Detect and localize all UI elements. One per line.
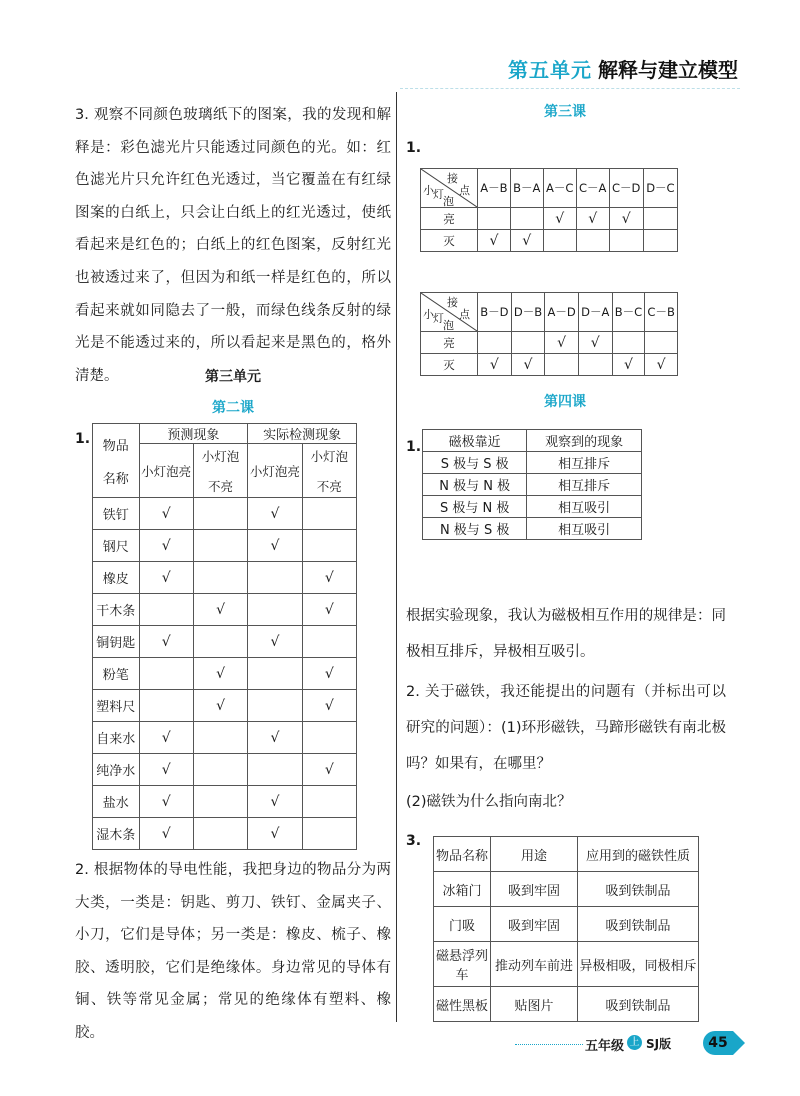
footer-volume-badge: 上 — [627, 1035, 642, 1050]
col-header: 磁极靠近 — [423, 430, 527, 452]
table-cell — [302, 498, 356, 530]
table-cell — [193, 722, 247, 754]
answer-q3-text: 3. 观察不同颜色玻璃纸下的图案，我的发现和解释是：彩色滤光片只能透过同颜色的光。如：红色滤光片只允许红色光透过，当它覆盖在有红绿图案的白纸上，只会让白纸上的红光透过，使纸看起来是红色的；白纸上的红色图案，反射红光也被透过来了，但因为和纸一样是红色的，所以看起来就如同隐去了一般，而绿色线条反射的绿光是不能透过来的，所以看起来是黑色的，格外清楚。 — [75, 107, 391, 384]
circuit-table-b — [420, 292, 678, 376]
col-header-on: 小灯泡亮 — [139, 444, 193, 498]
table-cell: √ — [139, 722, 193, 754]
table-cell — [302, 818, 356, 850]
table-cell: √ — [139, 754, 193, 786]
table-cell: √ — [248, 786, 302, 818]
table-cell: 相互排斥 — [527, 474, 642, 496]
col-header-actual: 实际检测现象 — [248, 424, 357, 444]
table-cell — [510, 208, 543, 230]
table-cell — [248, 594, 302, 626]
table-cell — [578, 354, 612, 376]
table-cell — [543, 230, 576, 252]
header-text: 不亮 — [208, 478, 234, 494]
table-cell — [302, 530, 356, 562]
table-cell: √ — [139, 818, 193, 850]
row-label: 亮 — [421, 208, 478, 230]
header-text: 物品 — [102, 438, 129, 454]
table-cell — [612, 332, 645, 354]
answer-q2-text: 2. 关于磁铁，我还能提出的问题有（并标出可以研究的问题）：(1)环形磁铁，马蹄形磁铁有南北极吗？如果有，在哪里？ — [406, 684, 726, 772]
table-cell — [139, 690, 193, 722]
row-label: 自来水 — [93, 722, 140, 754]
diagonal-header — [421, 169, 478, 208]
col-header: C－B — [645, 293, 678, 332]
table-cell: √ — [139, 786, 193, 818]
row-label: 纯净水 — [93, 754, 140, 786]
row-label: 亮 — [421, 332, 478, 354]
table-cell: 异极相吸，同极相斥 — [578, 942, 699, 987]
table-cell: 贴图片 — [491, 987, 578, 1022]
table-cell — [193, 818, 247, 850]
row-label: 粉笔 — [93, 658, 140, 690]
table-cell: √ — [645, 354, 678, 376]
table-cell — [645, 332, 678, 354]
header-text: 小灯泡 — [201, 448, 240, 464]
header-text: 名称 — [102, 471, 129, 487]
table-cell — [643, 208, 677, 230]
col-header: C－A — [576, 169, 609, 208]
table-cell: 吸到铁制品 — [578, 907, 699, 942]
table-cell — [193, 786, 247, 818]
table-cell — [193, 626, 247, 658]
col-header-off — [302, 444, 356, 498]
col-header: D－C — [643, 169, 677, 208]
diag-label: 泡 — [443, 319, 454, 332]
diag-label: 泡 — [443, 195, 454, 208]
col-header: 物品名称 — [434, 837, 491, 872]
diag-label: 接 — [447, 172, 458, 185]
header-divider — [400, 88, 740, 89]
table-cell: √ — [193, 594, 247, 626]
col-header: 用途 — [491, 837, 578, 872]
row-label: 钢尺 — [93, 530, 140, 562]
magnet-uses-table — [433, 836, 699, 1022]
diag-label: 点 — [459, 184, 470, 197]
lesson-four-title: 第四课 — [544, 394, 586, 410]
table-cell: N 极与 S 极 — [423, 518, 527, 540]
col-header-off — [193, 444, 247, 498]
question-number: 1. — [406, 140, 422, 156]
col-header: B－D — [478, 293, 512, 332]
table-cell: √ — [478, 230, 511, 252]
column-divider — [396, 92, 397, 1022]
table-cell: 相互吸引 — [527, 496, 642, 518]
table-cell — [248, 754, 302, 786]
table-cell: √ — [302, 690, 356, 722]
table-cell: √ — [139, 562, 193, 594]
col-header: B－C — [612, 293, 645, 332]
header-text: 不亮 — [316, 478, 342, 494]
conclusion-text: 根据实验现象，我认为磁极相互作用的规律是：同极相互排斥，异极相互吸引。 — [406, 608, 726, 660]
table-cell: √ — [576, 208, 609, 230]
page-number: 45 — [703, 1031, 733, 1055]
conductivity-table — [92, 423, 357, 850]
table-cell — [576, 230, 609, 252]
col-header-item — [93, 424, 140, 498]
diag-label: 灯 — [433, 188, 444, 201]
table-cell: √ — [545, 332, 579, 354]
unit-three-title: 第三单元 — [205, 369, 261, 385]
table-cell — [478, 208, 511, 230]
col-header: 观察到的现象 — [527, 430, 642, 452]
table-cell — [511, 332, 545, 354]
table-cell: √ — [248, 530, 302, 562]
col-header-on: 小灯泡亮 — [248, 444, 302, 498]
answer-q2-text: 2. 根据物体的导电性能，我把身边的物品分为两大类，一类是：钥匙、剪刀、铁钉、金属夹子、小刀，它们是导体；另一类是：橡皮、梳子、橡胶、透明胶，它们是绝缘体。身边常见的导体有铜、铁等常见金属；常见的绝缘体有塑料、橡胶。 — [75, 862, 391, 1041]
table-cell — [545, 354, 579, 376]
table-cell: 磁悬浮列车 — [434, 942, 491, 987]
table-cell: √ — [248, 626, 302, 658]
table-cell: 冰箱门 — [434, 872, 491, 907]
table-cell: 相互排斥 — [527, 452, 642, 474]
table-cell: √ — [139, 530, 193, 562]
magnet-poles-table — [422, 429, 642, 540]
table-cell: 相互吸引 — [527, 518, 642, 540]
col-header: A－B — [478, 169, 511, 208]
table-cell: S 极与 N 极 — [423, 496, 527, 518]
diag-label: 点 — [459, 308, 470, 321]
table-cell — [193, 754, 247, 786]
table-cell: √ — [511, 354, 545, 376]
table-cell: √ — [478, 354, 512, 376]
table-cell: 门吸 — [434, 907, 491, 942]
col-header: A－C — [543, 169, 576, 208]
table-cell: √ — [139, 626, 193, 658]
col-header: A－D — [545, 293, 579, 332]
table-cell — [193, 498, 247, 530]
answer-q2-sub: (2)磁铁为什么指向南北？ — [406, 794, 572, 810]
table-cell: √ — [302, 754, 356, 786]
table-cell — [643, 230, 677, 252]
table-cell: 吸到牢固 — [491, 907, 578, 942]
table-cell: √ — [510, 230, 543, 252]
footer-grade: 五年级 — [585, 1039, 625, 1054]
diag-label: 小 — [423, 184, 434, 197]
table-cell — [302, 786, 356, 818]
table-cell — [248, 658, 302, 690]
table-cell: √ — [302, 562, 356, 594]
table-cell — [302, 626, 356, 658]
col-header: D－B — [511, 293, 545, 332]
row-label: 盐水 — [93, 786, 140, 818]
page-arrow-icon — [733, 1031, 745, 1055]
table-cell: √ — [139, 498, 193, 530]
question-number: 1. — [406, 439, 422, 455]
header-text: 小灯泡 — [310, 448, 349, 464]
table-cell — [478, 332, 512, 354]
table-cell — [248, 690, 302, 722]
table-cell: √ — [248, 722, 302, 754]
lesson-two-title: 第二课 — [212, 400, 254, 416]
table-cell: √ — [578, 332, 612, 354]
diag-label: 小 — [423, 308, 434, 321]
table-cell — [609, 230, 643, 252]
question-number: 3. — [406, 833, 422, 849]
table-cell: √ — [302, 658, 356, 690]
table-cell: √ — [248, 498, 302, 530]
col-header: C－D — [609, 169, 643, 208]
table-cell: √ — [612, 354, 645, 376]
col-header: 应用到的磁铁性质 — [578, 837, 699, 872]
table-cell: √ — [543, 208, 576, 230]
row-label: 干木条 — [93, 594, 140, 626]
row-label: 铜钥匙 — [93, 626, 140, 658]
table-cell — [139, 594, 193, 626]
table-cell: 吸到铁制品 — [578, 872, 699, 907]
table-cell — [248, 562, 302, 594]
question-number: 1. — [75, 431, 91, 447]
diag-label: 接 — [447, 296, 458, 309]
diagonal-header — [421, 293, 478, 332]
circuit-table-a — [420, 168, 678, 252]
col-header: D－A — [578, 293, 612, 332]
table-cell: 推动列车前进 — [491, 942, 578, 987]
table-cell — [302, 722, 356, 754]
table-cell: √ — [193, 658, 247, 690]
unit-header-title: 解释与建立模型 — [598, 58, 738, 82]
row-label: 塑料尺 — [93, 690, 140, 722]
table-cell: 吸到牢固 — [491, 872, 578, 907]
row-label: 橡皮 — [93, 562, 140, 594]
row-label: 灭 — [421, 354, 478, 376]
col-header: B－A — [510, 169, 543, 208]
table-cell — [193, 562, 247, 594]
lesson-three-title: 第三课 — [544, 104, 586, 120]
row-label: 湿木条 — [93, 818, 140, 850]
table-cell: √ — [302, 594, 356, 626]
table-cell — [193, 530, 247, 562]
table-cell: √ — [193, 690, 247, 722]
row-label: 铁钉 — [93, 498, 140, 530]
table-cell: S 极与 S 极 — [423, 452, 527, 474]
col-header-predict: 预测现象 — [139, 424, 248, 444]
table-cell: √ — [248, 818, 302, 850]
row-label: 灭 — [421, 230, 478, 252]
table-cell: 磁性黑板 — [434, 987, 491, 1022]
table-cell: √ — [609, 208, 643, 230]
footer-version: SJ版 — [646, 1037, 672, 1051]
table-cell: N 极与 N 极 — [423, 474, 527, 496]
footer-dotted-line — [515, 1044, 583, 1045]
table-cell — [139, 658, 193, 690]
unit-header: 第五单元 — [508, 58, 592, 82]
diag-label: 灯 — [433, 312, 444, 325]
table-cell: 吸到铁制品 — [578, 987, 699, 1022]
